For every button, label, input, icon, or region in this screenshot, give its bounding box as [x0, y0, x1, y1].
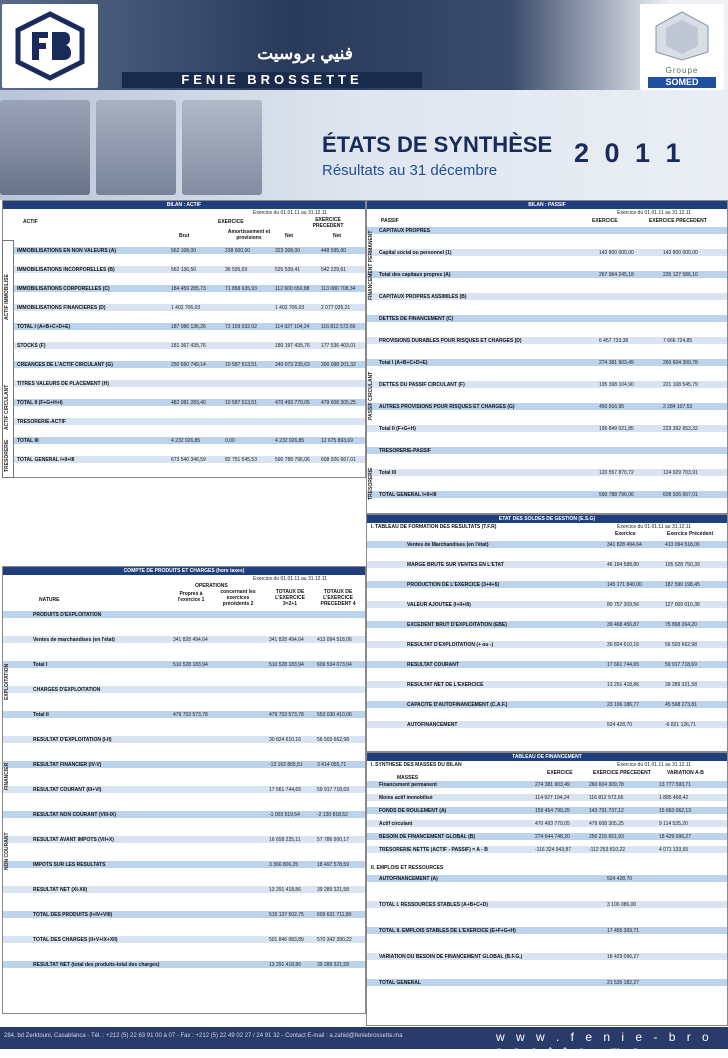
row-value: 608 926 667,01 — [321, 457, 356, 463]
row-value: 17 661 744,65 — [607, 662, 639, 668]
row-label: CHARGES D'EXPLOITATION — [33, 687, 101, 693]
row-value: -116 324 943,87 — [535, 847, 572, 853]
report-subtitle: Résultats au 31 décembre — [322, 162, 498, 179]
row-value: 46 184 588,80 — [607, 562, 639, 568]
row-value: 195 398 104,90 — [599, 382, 634, 388]
row-label: TOTAL I. RESSOURCES STABLES (A+B+C+D) — [379, 902, 488, 908]
row-value: 450 916,95 — [599, 404, 625, 410]
row-label: BESOIN DE FINANCEMENT GLOBAL (B) — [379, 834, 476, 840]
row-value: 187 590 198,45 — [665, 582, 700, 588]
cpc-col-nature: NATURE — [39, 597, 60, 603]
section-side-label: ACTIF IMMOBILISE — [4, 274, 10, 320]
actif-col-net: Net — [285, 233, 294, 239]
row-label: CREANCES DE L'ACTIF CIRCULANT (G) — [17, 362, 113, 368]
row-value: 4 232 926,85 — [275, 438, 305, 444]
row-value: 56 503 662,98 — [317, 737, 349, 743]
row-label: AUTRES PROVISIONS POUR RISQUES ET CHARGES (G) — [379, 404, 515, 410]
row-label: Total I — [33, 662, 48, 668]
row-label: Ventes de marchandises (en l'état) — [33, 637, 115, 643]
row-value: 590 788 796,06 — [599, 492, 634, 498]
row-value: 124 929 703,91 — [663, 470, 698, 476]
tf-bar: TABLEAU DE FINANCEMENT — [367, 753, 727, 761]
row-value: 4 071 133,65 — [659, 847, 689, 853]
row-value: 1 402 706,03 — [275, 305, 305, 311]
row-value: 30 824 610,16 — [269, 737, 301, 743]
section-side-label: EXPLOITATION — [4, 663, 10, 700]
section-side-label: FINANCEMENT PERMANENT — [368, 230, 374, 300]
row-value: 448 595,00 — [321, 248, 347, 254]
row-value: 177 536 403,01 — [321, 343, 356, 349]
row-value: 16 658 225,11 — [269, 837, 301, 843]
row-label: VALEUR AJOUTEE (I+II+III) — [407, 602, 471, 608]
row-label: CAPITAUX PROPRES — [379, 228, 431, 234]
row-value: 256 215 651,93 — [589, 834, 624, 840]
row-value: 413 094 518,06 — [665, 542, 700, 548]
esg-title: I. TABLEAU DE FORMATION DES RESULTATS (T.F.R) — [371, 524, 497, 530]
row-value: 515 137 502,75 — [269, 912, 304, 918]
row-label: Financement permanent — [379, 782, 437, 788]
group-name: SOMED — [648, 77, 716, 88]
row-label: TOTAL I (A+B+C+D+E) — [17, 324, 71, 330]
row-value: 18 429 096,27 — [607, 954, 639, 960]
row-value: -112 253 810,22 — [589, 847, 626, 853]
row-value: 127 009 010,38 — [665, 602, 700, 608]
row-value: 116 812 572,66 — [321, 324, 356, 330]
row-label: Actif circulant — [379, 821, 413, 827]
row-label: Total des capitaux propres (A) — [379, 272, 451, 278]
row-label: FONDS DE ROULEMENT (A) — [379, 808, 447, 814]
row-value: 235 127 586,10 — [663, 272, 698, 278]
row-value: 10 587 513,51 — [225, 400, 257, 406]
row-value: 300 098 201,32 — [321, 362, 356, 368]
row-label: TRESORERIE-PASSIF — [379, 448, 431, 454]
group-logo — [640, 4, 724, 90]
row-value: 3 366 806,25 — [269, 862, 299, 868]
tf-table — [366, 752, 728, 1026]
passif-col-prec: EXERCICE PRECEDENT — [649, 218, 707, 224]
section-side-label: FINANCIER — [4, 762, 10, 790]
row-label: TRESORERIE NETTE (ACTIF - PASSIF) = A - B — [379, 847, 488, 853]
company-logo — [2, 4, 98, 88]
row-label: Capital social ou personnel (1) — [379, 250, 452, 256]
row-value: 105 528 750,39 — [665, 562, 700, 568]
actif-exercise: Exercice du 01.01.11 au 31.12.11 — [253, 210, 328, 216]
row-label: PRODUITS D'EXPLOITATION — [33, 612, 102, 618]
row-value: 39 289 321,58 — [317, 962, 349, 968]
row-label: TOTAL GENERAL I+II+III — [379, 492, 437, 498]
actif-col-exercice: EXERCICE — [218, 219, 244, 225]
row-label: EXCEDENT BRUT D'EXPLOITATION (EBE) — [407, 622, 507, 628]
row-value: 413 094 518,06 — [317, 637, 352, 643]
row-value: 82 751 545,53 — [225, 457, 257, 463]
row-value: 4 232 926,85 — [171, 438, 201, 444]
row-value: 59 917 718,69 — [665, 662, 697, 668]
esg-col-ex: Exercice — [615, 531, 636, 537]
brand-name: FENIE BROSSETTE — [122, 72, 422, 88]
group-label: Groupe — [665, 66, 699, 75]
row-value: 18 497 578,59 — [317, 862, 349, 868]
row-value: 181 367 435,76 — [171, 343, 206, 349]
row-value: 479 703 573,78 — [269, 712, 304, 718]
row-value: 39 289 321,58 — [665, 682, 697, 688]
row-value: 145 171 840,00 — [607, 582, 642, 588]
cpc-col-propres: Propres à l'exercice 1 — [177, 591, 205, 603]
row-value: 223 392 653,32 — [663, 426, 698, 432]
machinery-image — [96, 100, 176, 195]
row-label: RESULTAT NON COURANT (VIII-IX) — [33, 812, 117, 818]
row-value: 1 885 468,42 — [659, 795, 689, 801]
esg-exercise: Exercice du 01.01.11 au 31.12.11 — [617, 524, 692, 530]
row-value: 274 381 903,49 — [599, 360, 634, 366]
actif-col-net-prec: Net — [333, 233, 342, 239]
row-label: PRODUCTION DE L'EXERCICE (3+4+5) — [407, 582, 500, 588]
footer-website: w w w . f e n i e - b r o s s e t t e . m a — [496, 1030, 713, 1058]
row-value: 114 927 104,24 — [275, 324, 310, 330]
row-value: 56 503 662,98 — [665, 642, 697, 648]
actif-col-prec: EXERCICE PRECEDENT — [312, 217, 344, 229]
row-value: 240 073 235,63 — [275, 362, 310, 368]
row-value: -6 821 126,71 — [665, 722, 696, 728]
row-label: Moins actif immobilisé — [379, 795, 433, 801]
row-value: 57 786 900,17 — [317, 837, 349, 843]
row-label: RESULTAT NET (XI-XII) — [33, 887, 88, 893]
cpc-exercise: Exercice du 01.01.11 au 31.12.11 — [253, 576, 328, 582]
row-value: 71 858 635,93 — [225, 286, 257, 292]
row-value: 542 229,61 — [321, 267, 347, 273]
row-value: 479 608 305,25 — [321, 400, 356, 406]
header-banner — [0, 0, 728, 90]
section-side-label: PASSIF CIRCULANT — [368, 371, 374, 420]
bilan-actif-bar: BILAN : ACTIF — [3, 201, 365, 209]
row-value: -13 162 865,51 — [269, 762, 303, 768]
tf-emplois-title: II. EMPLOIS ET RESSOURCES — [371, 865, 444, 871]
row-value: 553 030 410,06 — [317, 712, 352, 718]
row-value: 479 608 305,25 — [589, 821, 624, 827]
row-value: 12 675 893,69 — [321, 438, 353, 444]
esg-table — [366, 514, 728, 752]
tf-col-ex: EXERCICE — [547, 770, 573, 776]
row-value: -1 003 519,54 — [269, 812, 300, 818]
section-side-label: NON COURANT — [4, 832, 10, 870]
row-value: 570 342 390,22 — [317, 937, 352, 943]
row-value: 184 459 285,73 — [171, 286, 206, 292]
row-value: 159 454 799,25 — [535, 808, 570, 814]
row-label: TITRES VALEURS DE PLACEMENT (H) — [17, 381, 109, 387]
cpc-col-tot: TOTAUX DE L'EXERCICE 3=2+1 — [275, 589, 305, 607]
bilan-passif-bar: BILAN : PASSIF — [367, 201, 727, 209]
row-value: 609 534 073,04 — [317, 662, 352, 668]
row-value: 23 106 186,77 — [607, 702, 639, 708]
row-value: 13 291 418,86 — [269, 962, 301, 968]
row-label: Total II (F+G+H) — [379, 426, 416, 432]
row-value: 501 846 083,89 — [269, 937, 304, 943]
esg-bar: ETAT DES SOLDES DE GESTION (E.S.G) — [367, 515, 727, 523]
tf-exercise: Exercice du 01.01.11 au 31.12.11 — [617, 762, 692, 768]
row-value: 341 828 494,64 — [607, 542, 642, 548]
row-label: DETTES DE FINANCEMENT (C) — [379, 316, 454, 322]
row-value: 180 197 435,76 — [275, 343, 310, 349]
row-label: IMMOBILISATIONS EN NON VALEURS (A) — [17, 248, 116, 254]
section-side-label: TRESORERIE — [368, 467, 374, 500]
row-value: 39 289 321,58 — [317, 887, 349, 893]
row-value: 120 557 870,72 — [599, 470, 634, 476]
machinery-image — [0, 100, 90, 195]
row-value: 479 703 573,78 — [173, 712, 208, 718]
row-value: 260 604 309,78 — [663, 360, 698, 366]
cpc-col-op: OPERATIONS — [195, 583, 228, 589]
row-value: 13 777 593,71 — [659, 782, 691, 788]
row-value: 36 595,69 — [225, 267, 248, 273]
row-label: TOTAL III — [17, 438, 39, 444]
row-value: 1 402 706,03 — [171, 305, 201, 311]
footer — [0, 1027, 728, 1058]
row-value: 39 468 456,87 — [607, 622, 639, 628]
row-value: 7 666 724,85 — [663, 338, 693, 344]
row-label: RESULTAT D'EXPLOITATION (+ ou -) — [407, 642, 494, 648]
row-value: 673 540 346,59 — [171, 457, 206, 463]
row-label: TOTAL DES CHARGES (II+V+IX+XII) — [33, 937, 118, 943]
row-label: RESULTAT AVANT IMPOTS (VII+X) — [33, 837, 114, 843]
row-label: DETTES DU PASSIF CIRCULANT (F) — [379, 382, 465, 388]
row-value: 274 644 748,20 — [535, 834, 570, 840]
row-value: 80 757 309,56 — [607, 602, 639, 608]
row-value: 562 136,50 — [171, 267, 197, 273]
row-value: 323 208,00 — [275, 248, 301, 254]
row-value: 143 800 000,00 — [663, 250, 698, 256]
row-value: 114 927 104,24 — [535, 795, 570, 801]
row-label: RESULTAT NET (total des produits-total des charges) — [33, 962, 160, 968]
row-value: 0,00 — [225, 438, 235, 444]
row-label: CAPACITE D'AUTOFINANCEMENT (C.A.F.) — [407, 702, 508, 708]
row-value: 9 114 535,20 — [659, 821, 688, 827]
row-value: 250 660 749,14 — [171, 362, 206, 368]
row-value: 72 159 032,02 — [225, 324, 257, 330]
report-title: ÉTATS DE SYNTHÈSE — [322, 132, 553, 157]
row-value: 10 587 513,51 — [225, 362, 257, 368]
tf-title: I. SYNTHESE DES MASSES DU BILAN — [371, 762, 462, 768]
row-label: Ventes de Marchandises (en l'état) — [407, 542, 489, 548]
row-value: 3 106 086,00 — [607, 902, 637, 908]
row-value: 510 528 183,94 — [173, 662, 208, 668]
row-value: 341 828 494,64 — [173, 637, 208, 643]
row-label: RESULTAT COURANT — [407, 662, 459, 668]
actif-col-label: ACTIF — [23, 219, 38, 225]
row-label: STOCKS (F) — [17, 343, 46, 349]
brand-arabic: فنيي بروسيت — [257, 44, 353, 63]
row-value: 15 663 062,13 — [659, 808, 691, 814]
report-year: 2 0 1 1 — [574, 138, 685, 168]
row-label: TOTAL II. EMPLOIS STABLES DE L'EXERCICE (E+F+G+H) — [379, 928, 516, 934]
row-label: IMMOBILISATIONS INCORPORELLES (B) — [17, 267, 115, 273]
row-value: 21 535 182,27 — [607, 980, 639, 986]
row-value: 18 429 096,27 — [659, 834, 691, 840]
row-value: -2 130 818,52 — [317, 812, 348, 818]
row-value: 608 926 667,01 — [663, 492, 698, 498]
row-value: 525 539,41 — [275, 267, 301, 273]
row-value: 221 108 545,79 — [663, 382, 698, 388]
row-value: 470 493 770,05 — [535, 821, 570, 827]
row-value: 17 455 309,71 — [607, 928, 639, 934]
row-label: RESULTAT FINANCIER (IV-V) — [33, 762, 102, 768]
footer-address: 284, bd Zerktouni, Casablanca - Tél. : +212 (5) 22 63 91 00 à 07 - Fax : +212 (5) 22 49 02 27 / 24 91 32 - Contact E-mail : a.zahid@feniebrossette.ma — [4, 1033, 403, 1039]
row-value: 2 284 107,53 — [663, 404, 693, 410]
row-value: 482 081 283,40 — [171, 400, 206, 406]
section-side-label: ACTIF CIRCULANT — [4, 384, 10, 430]
cpc-col-tot-prec: TOTAUX DE L'EXERCICE PRECEDENT 4 — [320, 589, 356, 607]
row-label: RESULTAT COURANT (III+VI) — [33, 787, 102, 793]
row-value: 75 868 264,20 — [665, 622, 697, 628]
row-value: 2 077 035,21 — [321, 305, 351, 311]
machinery-image — [182, 100, 262, 195]
row-label: AUTOFINANCEMENT (A) — [379, 876, 438, 882]
row-label: PROVISIONS DURABLES POUR RISQUES ET CHARGES (D) — [379, 338, 522, 344]
row-value: 274 381 903,49 — [535, 782, 570, 788]
row-label: TOTAL DES PRODUITS (I+IV+VIII) — [33, 912, 113, 918]
bilan-passif-table — [366, 200, 728, 514]
row-value: 267 964 245,18 — [599, 272, 634, 278]
actif-col-brut: Brut — [179, 233, 190, 239]
cpc-bar: COMPTE DE PRODUITS ET CHARGES (hors taxes) — [3, 567, 365, 575]
row-value: 45 568 273,81 — [665, 702, 697, 708]
row-label: RESULTAT NET DE L'EXERCICE — [407, 682, 484, 688]
row-label: Total I (A+B+C+D+E) — [379, 360, 428, 366]
row-value: 609 631 711,80 — [317, 912, 352, 918]
row-value: 113 080 708,34 — [321, 286, 356, 292]
section-side-label: TRESORERIE — [4, 439, 10, 472]
row-value: 13 291 418,86 — [269, 887, 301, 893]
tf-col-prec: EXERCICE PRECEDENT — [593, 770, 651, 776]
row-value: 143 800 000,00 — [599, 250, 634, 256]
actif-col-amort: Amortissement et provisions — [227, 229, 271, 241]
row-label: AUTOFINANCEMENT — [407, 722, 458, 728]
row-value: 524 428,70 — [607, 722, 633, 728]
row-value: 470 493 770,05 — [275, 400, 310, 406]
row-value: 116 812 572,66 — [589, 795, 624, 801]
row-value: 17 661 744,65 — [269, 787, 301, 793]
row-value: 238 600,00 — [225, 248, 251, 254]
row-value: 30 824 610,16 — [607, 642, 639, 648]
passif-exercise: Exercice du 01.01.11 au 31.12.11 — [617, 210, 692, 216]
row-value: 510 528 183,94 — [269, 662, 304, 668]
row-value: 6 457 733,38 — [599, 338, 629, 344]
row-label: MARGE BRUTE SUR VENTES EN L'ETAT — [407, 562, 504, 568]
row-value: 524 428,70 — [607, 876, 633, 882]
row-label: Total II — [33, 712, 49, 718]
row-label: RESULTAT D'EXPLOITATION (I-II) — [33, 737, 112, 743]
passif-col-exercice: EXERCICE — [592, 218, 618, 224]
row-value: 260 604 309,78 — [589, 782, 624, 788]
row-label: IMMOBILISATIONS CORPORELLES (C) — [17, 286, 110, 292]
row-label: TOTAL GENERAL — [379, 980, 421, 986]
row-value: 341 828 494,64 — [269, 637, 304, 643]
passif-col-label: PASSIF — [381, 218, 399, 224]
row-value: 143 791 737,12 — [589, 808, 624, 814]
row-label: IMMOBILISATIONS FINANCIERES (D) — [17, 305, 106, 311]
row-label: TOTAL II (F+G+H+I) — [17, 400, 63, 406]
esg-col-prec: Exercice Précédent — [667, 531, 714, 537]
tf-col-var: VARIATION A-B — [667, 770, 704, 776]
row-value: 590 788 796,06 — [275, 457, 310, 463]
row-label: TRESORERIE-ACTIF — [17, 419, 66, 425]
bilan-actif-table — [2, 200, 366, 478]
row-value: 3 414 055,71 — [317, 762, 347, 768]
row-label: Total III — [379, 470, 397, 476]
row-label: IMPOTS SUR LES RESULTATS — [33, 862, 106, 868]
tf-col-masses: MASSES — [397, 775, 419, 781]
row-label: CAPITAUX PROPRES ASSIMILES (B) — [379, 294, 467, 300]
row-label: TOTAL GENERAL I+II+III — [17, 457, 75, 463]
row-label: VARIATION DU BESOIN DE FINANCEMENT GLOBAL (B.F.G.) — [379, 954, 523, 960]
cpc-table — [2, 566, 366, 1014]
row-highlight — [367, 979, 727, 986]
row-value: 13 291 418,86 — [607, 682, 639, 688]
row-value: 195 849 021,85 — [599, 426, 634, 432]
row-value: 187 086 136,26 — [171, 324, 206, 330]
row-value: 112 600 650,88 — [275, 286, 310, 292]
cpc-col-conc: concernant les exercices précédents 2 — [220, 589, 256, 607]
row-value: 562 108,00 — [171, 248, 197, 254]
row-value: 59 917 718,69 — [317, 787, 349, 793]
